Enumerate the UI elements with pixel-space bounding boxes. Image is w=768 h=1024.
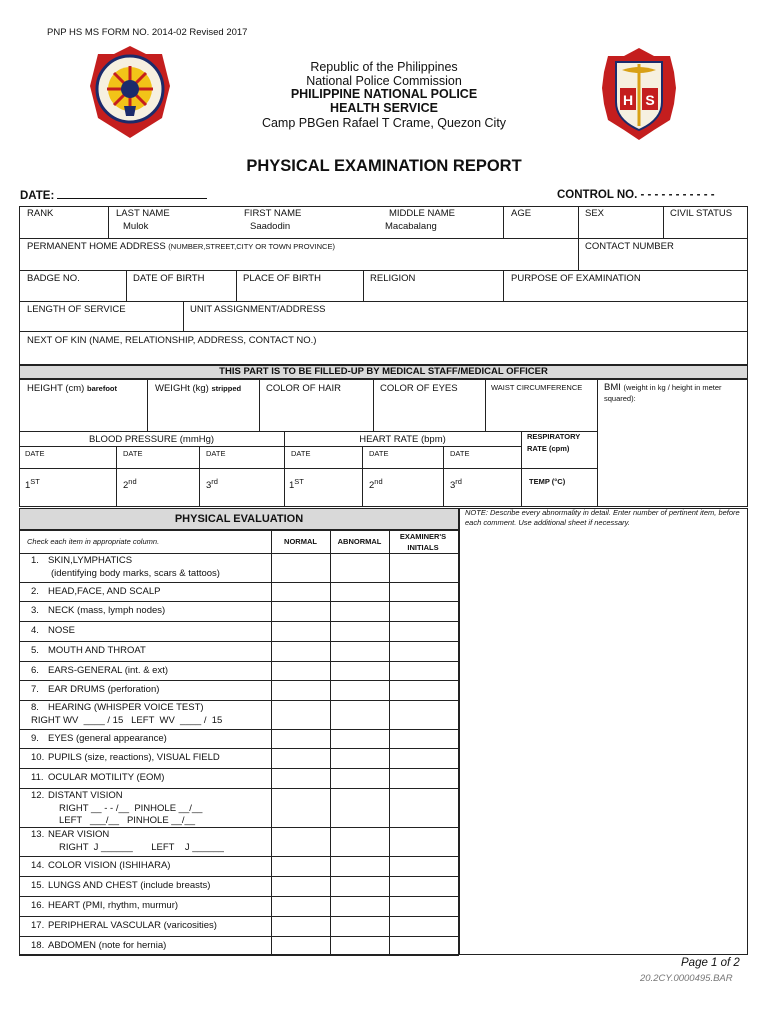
item-number: 12. xyxy=(31,790,45,801)
evaluation-item-3 xyxy=(19,601,271,621)
item-13-normal-cell[interactable] xyxy=(271,827,330,856)
item-subtext: RIGHT J ______ LEFT J ______ xyxy=(59,841,224,853)
evaluation-item-12 xyxy=(19,788,271,827)
item-2-initials-cell[interactable] xyxy=(389,582,459,601)
evaluation-item-8 xyxy=(19,700,271,729)
item-17-abnormal-cell[interactable] xyxy=(330,916,389,936)
evaluation-item-17 xyxy=(19,916,271,936)
item-2-abnormal-cell[interactable] xyxy=(330,582,389,601)
item-14-initials-cell[interactable] xyxy=(389,856,459,876)
badge-label: BADGE NO. xyxy=(27,273,80,284)
item-12-initials-cell[interactable] xyxy=(389,788,459,827)
evaluation-item-2 xyxy=(19,582,271,601)
item-18-normal-cell[interactable] xyxy=(271,936,330,955)
item-6-abnormal-cell[interactable] xyxy=(330,661,389,680)
item-text: NOSE xyxy=(48,625,75,636)
item-number: 7. xyxy=(31,684,39,695)
item-text: LUNGS AND CHEST (include breasts) xyxy=(48,880,211,891)
item-3-abnormal-cell[interactable] xyxy=(330,601,389,621)
evaluation-item-14 xyxy=(19,856,271,876)
item-15-normal-cell[interactable] xyxy=(271,876,330,896)
pob-label: PLACE OF BIRTH xyxy=(243,273,321,284)
header-republic: Republic of the Philippines xyxy=(310,60,458,74)
bp-2nd: 2nd xyxy=(123,477,137,492)
waist-label: WAIST CIRCUMFERENCE xyxy=(491,383,583,392)
item-17-normal-cell[interactable] xyxy=(271,916,330,936)
evaluation-item-4 xyxy=(19,621,271,641)
item-text: HEARING (WHISPER VOICE TEST) xyxy=(48,702,204,713)
item-1-normal-cell[interactable] xyxy=(271,553,330,582)
hr-2nd: 2nd xyxy=(369,477,383,492)
hr-date-1: DATE xyxy=(291,449,311,458)
hr-date-3: DATE xyxy=(450,449,470,458)
address-label: PERMANENT HOME ADDRESS (NUMBER,STREET,CITY OR TOWN PROVINCE) xyxy=(27,241,335,252)
first-name-label: FIRST NAME xyxy=(244,208,302,219)
item-text: EAR DRUMS (perforation) xyxy=(48,684,160,695)
date-field[interactable] xyxy=(57,189,207,199)
item-number: 17. xyxy=(31,920,45,931)
age-label: AGE xyxy=(511,208,532,219)
evaluation-item-15 xyxy=(19,876,271,896)
item-4-abnormal-cell[interactable] xyxy=(330,621,389,641)
middle-name-label: MIDDLE NAME xyxy=(389,208,455,219)
item-9-normal-cell[interactable] xyxy=(271,729,330,748)
item-text: PUPILS (size, reactions), VISUAL FIELD xyxy=(48,752,220,763)
item-number: 6. xyxy=(31,664,39,676)
item-9-abnormal-cell[interactable] xyxy=(330,729,389,748)
bp-date-3: DATE xyxy=(206,449,226,458)
item-text: OCULAR MOTILITY (EOM) xyxy=(48,772,165,783)
item-10-initials-cell[interactable] xyxy=(389,748,459,768)
item-12-abnormal-cell[interactable] xyxy=(330,788,389,827)
item-15-abnormal-cell[interactable] xyxy=(330,876,389,896)
svg-text:H: H xyxy=(622,92,634,108)
evaluation-item-13 xyxy=(19,827,271,856)
bmi-label: BMI (weight in kg / height in meter squared): xyxy=(604,382,722,403)
next-of-kin-label: NEXT OF KIN (NAME, RELATIONSHIP, ADDRESS, CONTACT NO.) xyxy=(27,335,317,346)
normal-header: NORMAL xyxy=(284,537,317,546)
document-code: 20.2CY.0000495.BAR xyxy=(640,973,733,984)
item-7-initials-cell[interactable] xyxy=(389,680,459,700)
item-subtext: RIGHT WV ____ / 15 LEFT WV ____ / 15 xyxy=(31,714,223,726)
hr-label: HEART RATE (bpm) xyxy=(359,434,446,445)
item-text: SKIN,LYMPHATICS xyxy=(48,555,133,566)
item-13-abnormal-cell[interactable] xyxy=(330,827,389,856)
eyes-label: COLOR OF EYES xyxy=(380,383,458,394)
item-3-initials-cell[interactable] xyxy=(389,601,459,621)
item-number: 10. xyxy=(31,752,45,763)
item-subtext: (identifying body marks, scars & tattoos) xyxy=(51,567,220,579)
weight-label: WEIGHt (kg) stripped xyxy=(155,383,242,394)
bp-label: BLOOD PRESSURE (mmHg) xyxy=(88,434,215,445)
item-6-initials-cell[interactable] xyxy=(389,661,459,680)
item-number: 3. xyxy=(31,605,39,616)
item-1-abnormal-cell[interactable] xyxy=(330,553,389,582)
rr-label: RESPIRATORY RATE (cpm) xyxy=(527,432,581,453)
evaluation-item-11 xyxy=(19,768,271,788)
examiner-header: EXAMINER'S INITIALS xyxy=(399,532,447,552)
svg-text:S: S xyxy=(645,92,655,108)
item-text: PERIPHERAL VASCULAR (varicosities) xyxy=(48,920,217,931)
form-number: PNP HS MS FORM NO. 2014-02 Revised 2017 xyxy=(47,27,248,38)
item-5-initials-cell[interactable] xyxy=(389,641,459,661)
bp-date-1: DATE xyxy=(25,449,45,458)
bp-1st: 1ST xyxy=(25,477,40,492)
item-text: ABDOMEN (note for hernia) xyxy=(48,939,167,951)
item-text: HEAD,FACE, AND SCALP xyxy=(48,585,161,597)
evaluation-item-1 xyxy=(19,553,271,582)
item-5-abnormal-cell[interactable] xyxy=(330,641,389,661)
evaluation-item-10 xyxy=(19,748,271,768)
rank-label: RANK xyxy=(27,208,54,219)
last-name-label: LAST NAME xyxy=(116,208,170,219)
item-8-normal-cell[interactable] xyxy=(271,700,330,729)
item-number: 8. xyxy=(31,702,39,713)
item-number: 4. xyxy=(31,625,39,636)
temp-label: TEMP (°C) xyxy=(529,477,566,486)
item-14-normal-cell[interactable] xyxy=(271,856,330,876)
evaluation-item-9 xyxy=(19,729,271,748)
abnormal-header: ABNORMAL xyxy=(337,537,382,546)
item-6-normal-cell[interactable] xyxy=(271,661,330,680)
middle-name-value[interactable]: Macabalang xyxy=(385,221,437,232)
date-label: DATE: xyxy=(20,189,207,202)
item-text: NEAR VISION xyxy=(48,829,110,840)
item-8-initials-cell[interactable] xyxy=(389,700,459,729)
item-14-abnormal-cell[interactable] xyxy=(330,856,389,876)
evaluation-item-7 xyxy=(19,680,271,700)
item-number: 5. xyxy=(31,645,39,656)
item-17-initials-cell[interactable] xyxy=(389,916,459,936)
item-5-normal-cell[interactable] xyxy=(271,641,330,661)
item-text: COLOR VISION (ISHIHARA) xyxy=(48,860,171,871)
item-subtext: RIGHT __ - - /__ PINHOLE __/__ xyxy=(59,802,203,814)
item-3-normal-cell[interactable] xyxy=(271,601,330,621)
control-number: CONTROL NO. - - - - - - - - - - - xyxy=(557,189,715,201)
item-number: 15. xyxy=(31,880,45,891)
contact-label: CONTACT NUMBER xyxy=(585,241,674,252)
item-number: 13. xyxy=(31,829,45,840)
item-8-abnormal-cell[interactable] xyxy=(330,700,389,729)
religion-label: RELIGION xyxy=(370,273,416,284)
item-16-normal-cell[interactable] xyxy=(271,896,330,916)
item-18-initials-cell[interactable] xyxy=(389,936,459,955)
evaluation-item-5 xyxy=(19,641,271,661)
purpose-label: PURPOSE OF EXAMINATION xyxy=(511,273,641,284)
item-subtext-2: LEFT ___/__ PINHOLE __/__ xyxy=(59,815,196,826)
item-16-abnormal-cell[interactable] xyxy=(330,896,389,916)
page-number: Page 1 of 2 xyxy=(681,957,740,969)
item-text: NECK (mass, lymph nodes) xyxy=(48,605,166,616)
item-10-normal-cell[interactable] xyxy=(271,748,330,768)
evaluation-item-18 xyxy=(19,936,271,955)
evaluation-title: PHYSICAL EVALUATION xyxy=(174,513,304,525)
item-text: DISTANT VISION xyxy=(48,790,123,801)
evaluation-note: NOTE: Describe every abnormality in detail. Enter number of pertinent item, before each comment. Use additional sheet if necessary. xyxy=(465,508,740,527)
item-18-abnormal-cell[interactable] xyxy=(330,936,389,955)
last-name-value[interactable]: Mulok xyxy=(123,221,149,232)
item-16-initials-cell[interactable] xyxy=(389,896,459,916)
header-pnp: PHILIPPINE NATIONAL POLICE xyxy=(290,87,478,101)
bp-3rd: 3rd xyxy=(206,477,218,492)
page-title: PHYSICAL EXAMINATION REPORT xyxy=(246,157,522,175)
item-7-normal-cell[interactable] xyxy=(271,680,330,700)
header-commission: National Police Commission xyxy=(306,74,462,88)
item-11-initials-cell[interactable] xyxy=(389,768,459,788)
unit-label: UNIT ASSIGNMENT/ADDRESS xyxy=(190,304,326,315)
item-9-initials-cell[interactable] xyxy=(389,729,459,748)
item-number: 9. xyxy=(31,732,39,744)
item-text: EARS-GENERAL (int. & ext) xyxy=(48,664,169,676)
height-label: HEIGHT (cm) barefoot xyxy=(27,383,117,394)
hr-date-2: DATE xyxy=(369,449,389,458)
item-12-normal-cell[interactable] xyxy=(271,788,330,827)
civil-status-label: CIVIL STATUS xyxy=(670,208,733,219)
sex-label: SEX xyxy=(585,208,605,219)
item-number: 14. xyxy=(31,860,45,871)
notes-area[interactable] xyxy=(459,508,748,955)
medical-band-label: THIS PART IS TO BE FILLED-UP BY MEDICAL STAFF/MEDICAL OFFICER xyxy=(219,366,548,377)
item-11-normal-cell[interactable] xyxy=(271,768,330,788)
header-health-service: HEALTH SERVICE xyxy=(330,101,438,115)
item-2-normal-cell[interactable] xyxy=(271,582,330,601)
item-11-abnormal-cell[interactable] xyxy=(330,768,389,788)
item-text: HEART (PMI, rhythm, murmur) xyxy=(48,900,179,911)
item-number: 18. xyxy=(31,939,45,951)
bp-date-2: DATE xyxy=(123,449,143,458)
item-text: MOUTH AND THROAT xyxy=(48,645,146,656)
evaluation-item-6 xyxy=(19,661,271,680)
item-number: 11. xyxy=(31,772,44,783)
evaluation-item-16 xyxy=(19,896,271,916)
item-number: 2. xyxy=(31,585,39,597)
item-4-initials-cell[interactable] xyxy=(389,621,459,641)
item-1-initials-cell[interactable] xyxy=(389,553,459,582)
dob-label: DATE OF BIRTH xyxy=(133,273,205,284)
hair-label: COLOR OF HAIR xyxy=(266,383,341,394)
item-number: 1. xyxy=(31,555,39,566)
hr-3rd: 3rd xyxy=(450,477,462,492)
hr-1st: 1ST xyxy=(289,477,304,492)
item-15-initials-cell[interactable] xyxy=(389,876,459,896)
item-text: EYES (general appearance) xyxy=(48,732,167,744)
item-4-normal-cell[interactable] xyxy=(271,621,330,641)
check-instruction: Check each item in appropriate column. xyxy=(27,537,160,546)
service-label: LENGTH OF SERVICE xyxy=(27,304,126,315)
first-name-value[interactable]: Saadodin xyxy=(250,221,291,232)
header-camp: Camp PBGen Rafael T Crame, Quezon City xyxy=(261,116,507,130)
item-13-initials-cell[interactable] xyxy=(389,827,459,856)
item-10-abnormal-cell[interactable] xyxy=(330,748,389,768)
item-7-abnormal-cell[interactable] xyxy=(330,680,389,700)
item-number: 16. xyxy=(31,900,45,911)
